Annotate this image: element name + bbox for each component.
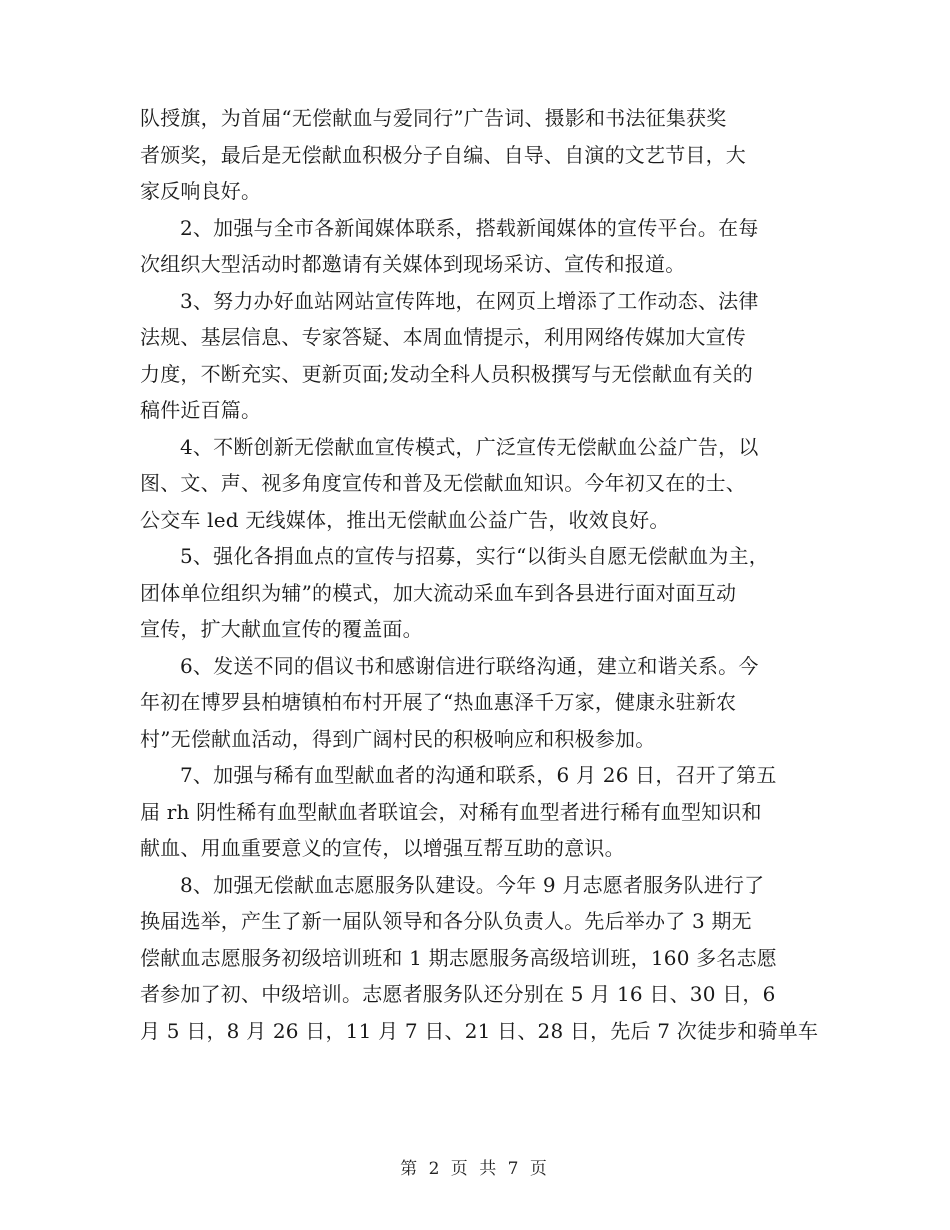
paragraph [140,538,810,648]
text-line: 2、加强与全市各新闻媒体联系，搭载新闻媒体的宣传平台。在每 [180,215,759,240]
paragraph [140,100,810,210]
text-line: 公交车 led 无线媒体，推出无偿献血公益广告，收效良好。 [140,507,670,532]
text-line: 3、努力办好血站网站宣传阵地，在网页上增添了工作动态、法律 [180,288,759,313]
text-line: 宣传，扩大献血宣传的覆盖面。 [140,617,423,641]
paragraph [140,283,810,429]
document-body [140,100,819,1049]
text-line: 者参加了初、中级培训。志愿者服务队还分别在 5 月 16 日、30 日，6 [140,982,776,1006]
text-line: 法规、基层信息、专家答疑、本周血情提示，利用网络传媒加大宣传 [140,325,746,349]
text-line: 4、不断创新无偿献血宣传模式，广泛宣传无偿献血公益广告，以 [180,434,759,459]
text-line: 队授旗，为首届“无偿献血与爱同行”广告词、摄影和书法征集获奖 [140,106,727,130]
text-line: 8、加强无偿献血志愿服务队建设。今年 9 月志愿者服务队进行了 [180,872,765,897]
text-line: 团体单位组织为辅”的模式，加大流动采血车到各县进行面对面互动 [140,580,737,605]
text-line: 者颁奖，最后是无偿献血积极分子自编、自导、自演的文艺节目，大 [140,142,746,167]
text-line: 家反响良好。 [140,179,262,203]
text-line: 次组织大型活动时都邀请有关媒体到现场采访、宣传和报道。 [140,252,686,276]
text-line: 届 rh 阴性稀有血型献血者联谊会，对稀有血型者进行稀有血型知识和 [140,799,762,824]
paragraph [140,648,810,758]
text-line: 6、发送不同的倡议书和感谢信进行联络沟通，建立和谐关系。今 [180,653,759,678]
paragraph [140,210,810,283]
text-line: 偿献血志愿服务初级培训班和 1 期志愿服务高级培训班，160 多名志愿 [140,945,777,970]
text-line: 月 5 日，8 月 26 日，11 月 7 日、21 日、28 日，先后 7 次徒步和骑单车 [140,1018,819,1043]
text-line: 5、强化各捐血点的宣传与招募，实行“以街头自愿无偿献血为主， [180,544,769,568]
paragraph [140,429,810,539]
text-line: 年初在博罗县柏塘镇柏布村开展了“热血惠泽千万家，健康永驻新农 [140,690,737,714]
text-line: 7、加强与稀有血型献血者的沟通和联系，6 月 26 日，召开了第五 [180,763,777,787]
text-line: 图、文、声、视多角度宣传和普及无偿献血知识。今年初又在的士、 [140,471,746,495]
text-line: 献血、用血重要意义的宣传，以增强互帮互助的意识。 [140,836,625,860]
text-line: 换届选举，产生了新一届队领导和各分队负责人。先后举办了 3 期无 [140,909,752,933]
text-line: 力度，不断充实、更新页面;发动全科人员积极撰写与无偿献血有关的 [140,361,753,386]
text-line: 村”无偿献血活动，得到广阔村民的积极响应和积极参加。 [140,726,656,751]
text-line: 稿件近百篇。 [140,398,262,422]
paragraph [140,757,810,867]
page-number-footer: 第 2 页 共 7 页 [400,1159,550,1179]
paragraph [140,867,819,1050]
